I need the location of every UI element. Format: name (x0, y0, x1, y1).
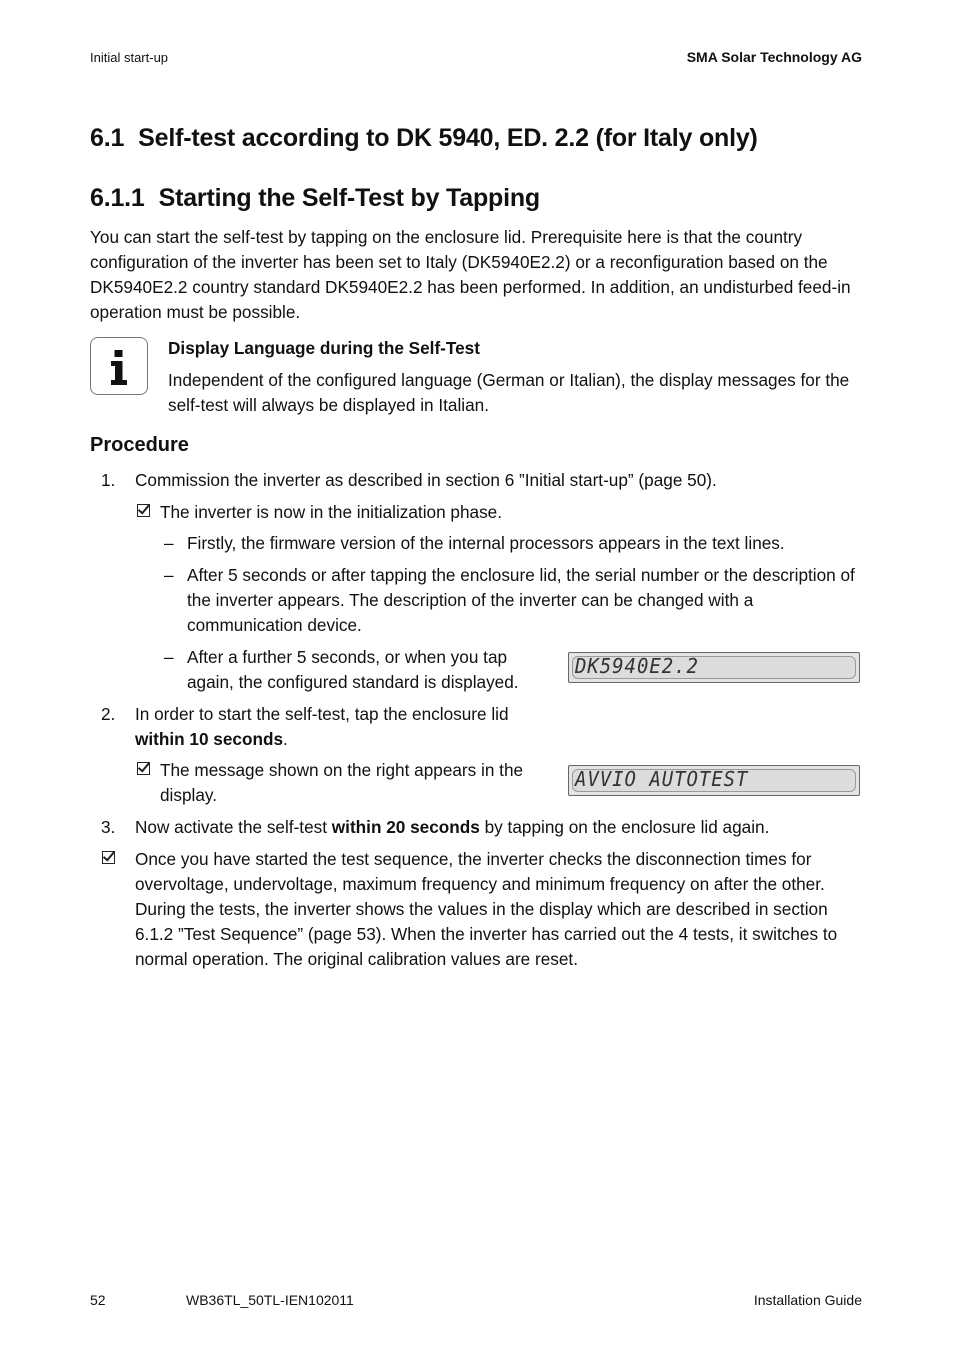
step-1-substep-2-line-2: the inverter appears. The description of the inverter can be changed with a (187, 590, 754, 610)
dash-bullet: – (164, 533, 174, 553)
step-1-substep-3-line-2: again, the configured standard is displayed. (187, 672, 519, 692)
step-2-text-line-1: In order to start the self-test, tap the enclosure lid (135, 704, 509, 724)
step-2-result-line-2: display. (160, 785, 217, 805)
step-3-bold-duration: within 20 seconds (331, 817, 480, 837)
subsection-heading (90, 184, 540, 213)
step-3-text (135, 815, 769, 840)
step-1-substep-1: Firstly, the firmware version of the internal processors appears in the text lines. (187, 533, 785, 553)
info-icon (90, 337, 148, 395)
step-1-substep-2-line-3: communication device. (187, 615, 362, 635)
document-id: WB36TL_50TL-IEN102011 (186, 1292, 354, 1308)
dash-bullet: – (164, 647, 174, 667)
checkbox-result-icon (137, 762, 150, 775)
final-result-text: Once you have started the test sequence, the inverter checks the disconnection times for overvoltage, undervoltage, maximum frequency and minimum frequency on after the other. During the tests, the inverter shows the values in the display which are described in section 6.1.2 ”Test Sequence” (page 53). When the inverter has carried out the 4 tests, it switches to normal operation. The original calibration values are reset. (135, 849, 838, 969)
step-1-number: 1. (101, 470, 116, 490)
document-type: Installation Guide (753, 1292, 862, 1308)
running-header-chapter: Initial start-up (90, 50, 169, 65)
lcd-display-standard-text: DK5940E2.2 (575, 654, 699, 678)
step-1-substep-3-line-1: After a further 5 seconds, or when you tap (187, 647, 508, 667)
page-number: 52 (90, 1292, 106, 1308)
section-heading (90, 124, 758, 153)
lcd-display-message (568, 765, 860, 796)
lcd-display-message-text: AVVIO AUTOTEST (575, 767, 749, 791)
step-3-number: 3. (101, 817, 116, 837)
step-2-result-line-1: The message shown on the right appears in the (160, 760, 524, 780)
dash-bullet: – (164, 565, 174, 585)
step-3-text-start: Now activate the self-test (135, 817, 332, 837)
note-body: Independent of the configured language (German or Italian), the display messages for the self-test will always be displayed in Italian. (168, 370, 850, 415)
step-1-substep-2-line-1: After 5 seconds or after tapping the enclosure lid, the serial number or the description of (187, 565, 855, 585)
step-1-text: Commission the inverter as described in section 6 ”Initial start-up” (page 50). (135, 470, 717, 490)
subsection-title: Starting the Self-Test by Tapping (158, 184, 540, 212)
step-2-bold-duration: within 10 seconds (135, 729, 284, 749)
section-title: Self-test according to DK 5940, ED. 2.2 (for Italy only) (138, 124, 758, 152)
note-title: Display Language during the Self-Test (168, 338, 480, 358)
step-2-number: 2. (101, 704, 116, 724)
subsection-number: 6.1.1 (90, 184, 145, 212)
section-number: 6.1 (90, 124, 125, 152)
step-3-text-end: by tapping on the enclosure lid again. (479, 817, 770, 837)
step-1-result: The inverter is now in the initialization phase. (160, 502, 503, 522)
procedure-heading: Procedure (90, 434, 189, 456)
checkbox-result-icon (102, 851, 115, 864)
step-2-period: . (283, 729, 288, 749)
intro-paragraph: You can start the self-test by tapping on the enclosure lid. Prerequisite here is that the country configuration of the inverter has been set to Italy (DK5940E2.2) or a reconfiguration based on the DK5940E2.2 country standard DK5940E2.2 has been performed. In addition, an undisturbed feed-in operation must be possible. (90, 227, 851, 322)
step-2-text-line-2 (135, 727, 288, 752)
checkbox-result-icon (137, 504, 150, 517)
lcd-display-standard (568, 652, 860, 683)
running-header-company: SMA Solar Technology AG (686, 49, 862, 65)
